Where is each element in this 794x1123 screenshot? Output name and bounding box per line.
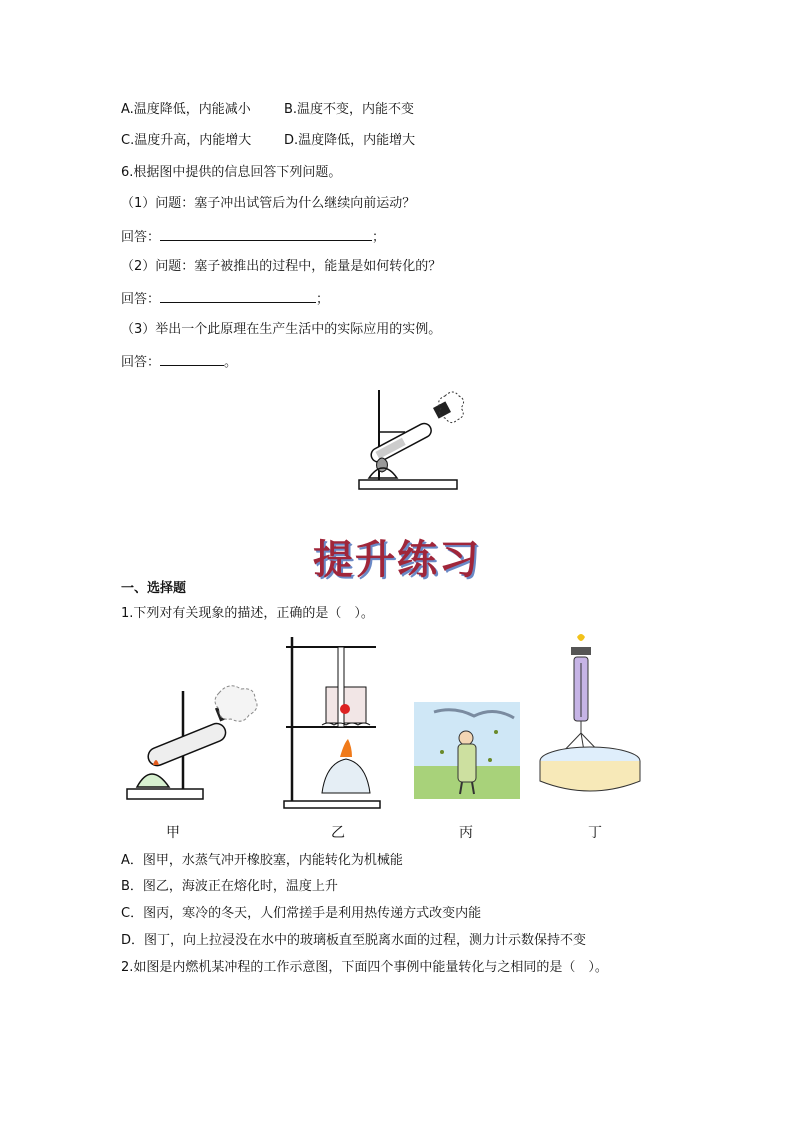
q6-part-3: （3）举出一个此原理在生产生活中的实际应用的实例。: [121, 322, 442, 337]
answer-blank-3[interactable]: [160, 352, 224, 366]
title-text: 提升练习: [313, 536, 481, 583]
option-c: C.温度升高，内能增大: [121, 133, 252, 148]
q5-options-row-1: [121, 101, 414, 119]
q2-stem: 2.如图是内燃机某冲程的工作示意图，下面四个事例中能量转化与之相同的是（ ）。: [121, 960, 608, 975]
q1-option-c: C．图丙，寒冷的冬天，人们常搓手是利用热传递方式改变内能: [121, 906, 482, 921]
q6-part-2: （2）问题：塞子被推出的过程中，能量是如何转化的？: [121, 259, 442, 274]
q5-options-row-2: [121, 132, 415, 150]
q6-answer-1: [121, 227, 385, 247]
q1-option-b: B．图乙，海波正在熔化时，温度上升: [121, 879, 338, 894]
option-a: A.温度降低，内能减小: [121, 102, 251, 117]
option-b: B.温度不变，内能不变: [284, 102, 415, 117]
figure-yi: [282, 633, 382, 809]
answer-end: ；: [372, 230, 386, 245]
section-heading: 一、选择题: [121, 581, 187, 596]
figure-ding: [536, 633, 644, 801]
figure-jia: [123, 683, 263, 803]
q6-answer-2: [121, 289, 329, 309]
caption-bing: 丙: [459, 825, 473, 841]
answer-end: ；: [316, 292, 330, 307]
answer-label: 回答：: [121, 230, 161, 245]
q1-option-d: D．图丁，向上拉浸没在水中的玻璃板直至脱离水面的过程，测力计示数保持不变: [121, 933, 587, 948]
answer-label: 回答：: [121, 292, 161, 307]
answer-blank-1[interactable]: [160, 227, 372, 241]
q6-answer-3: [121, 352, 237, 372]
q1-option-a: A．图甲，水蒸气冲开橡胶塞，内能转化为机械能: [121, 853, 403, 868]
answer-end: 。: [224, 355, 238, 370]
section-title: [0, 528, 794, 585]
test-tube-figure: [355, 384, 470, 494]
answer-blank-2[interactable]: [160, 289, 316, 303]
figure-bing: [414, 702, 520, 799]
caption-yi: 乙: [331, 825, 345, 841]
option-d: D.温度降低，内能增大: [284, 133, 416, 148]
answer-label: 回答：: [121, 355, 161, 370]
caption-ding: 丁: [588, 825, 602, 841]
q6-stem: 6.根据图中提供的信息回答下列问题。: [121, 165, 342, 180]
q6-part-1: （1）问题：塞子冲出试管后为什么继续向前运动？: [121, 196, 416, 211]
caption-jia: 甲: [166, 825, 180, 841]
q1-stem: 1.下列对有关现象的描述，正确的是（ ）。: [121, 606, 374, 621]
